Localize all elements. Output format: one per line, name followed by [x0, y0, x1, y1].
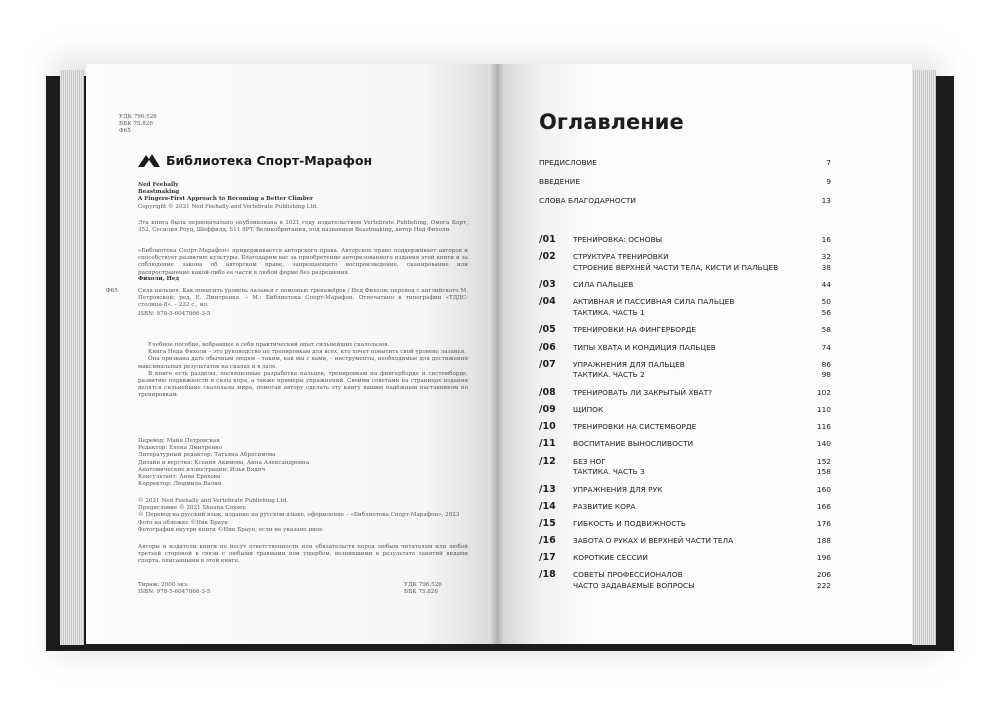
chapter-title: ТИПЫ ХВАТА И КОНДИЦИЯ ПАЛЬЦЕВ	[573, 342, 716, 352]
bbk-line: ББК 75.826	[404, 589, 438, 596]
rights-line: © 2021 Ned Feehally and Vertebrate Publishing Ltd.	[138, 498, 288, 504]
chapter-title: АКТИВНАЯ И ПАССИВНАЯ СИЛА ПАЛЬЦЕВ	[573, 297, 735, 307]
copyright-note: Эта книга была первоначально опубликована в 2021 году издательством Vertebrate Publishing, Омега Корт, 352, Сесилия Роуд, Шеффилд, S11 8PT, Великобритания, под названием Beastmaking, автор Нед Фихоли.	[138, 220, 468, 234]
toc-item-page: 9	[826, 177, 831, 186]
chapter-subtitle: СТРОЕНИЕ ВЕРХНЕЙ ЧАСТИ ТЕЛА, КИСТИ И ПАЛЬЦЕВ	[573, 262, 779, 272]
chapter-subtitle-page: 56	[821, 307, 831, 317]
toc-chapter	[539, 388, 831, 405]
chapter-page: 116	[816, 422, 831, 432]
description-paragraph: Она призвана дать обычным людям – таким, как мы с вами, – инструменты, необходимые для достижения максимальных результатов на скалах и в зале.	[138, 356, 468, 370]
credit-line: Консультант: Анна Ерохова	[138, 474, 221, 481]
chapter-subtitle-page: 158	[816, 467, 831, 476]
chapter-page: 44	[821, 280, 831, 290]
toc-chapter-list	[539, 235, 831, 598]
chapter-page: 188	[816, 536, 831, 546]
chapter-page: 102	[816, 387, 831, 397]
toc-chapter	[539, 405, 831, 422]
chapter-subtitle: ТАКТИКА. ЧАСТЬ 3	[573, 467, 645, 476]
toc-item-page: 13	[821, 196, 831, 205]
chapter-number: /17	[539, 552, 556, 564]
credits-block	[138, 438, 468, 488]
chapter-title: ТРЕНИРОВАТЬ ЛИ ЗАКРЫТЫЙ ХВАТ?	[573, 387, 713, 397]
chapter-page: 58	[821, 325, 831, 335]
bbk-line: ББК 75.826	[119, 121, 153, 128]
chapter-title: ВОСПИТАНИЕ ВЫНОСЛИВОСТИ	[573, 439, 694, 449]
rights-line: Фото на обложке ©Ник Браун	[138, 519, 228, 526]
description-paragraph: Книга Неда Фихоли – это руководство по тренировкам для всех, кто хочет повысить свой уровень лазанья.	[148, 349, 467, 356]
toc-chapter	[539, 485, 831, 502]
toc-item-page: 7	[826, 158, 831, 167]
chapter-number: /03	[539, 279, 556, 291]
chapter-page: 110	[816, 404, 831, 414]
original-edition	[138, 182, 468, 211]
chapter-title: ТРЕНИРОВКА: ОСНОВЫ	[573, 235, 663, 244]
print-run: Тираж: 2000 экз.	[138, 582, 189, 588]
left-page-imprint	[86, 64, 497, 644]
chapter-number: /14	[539, 500, 556, 512]
chapter-page: 196	[816, 553, 831, 563]
chapter-subtitle-page: 98	[821, 370, 831, 380]
description-paragraph: Учебное пособие, вобравшее в себя практический опыт сильнейших скалолазов.	[148, 342, 390, 348]
chapter-number: /09	[539, 403, 556, 415]
chapter-number: /11	[539, 438, 556, 450]
toc-chapter	[539, 502, 831, 519]
chapter-page: 50	[821, 297, 831, 307]
credit-line: Анатомические иллюстрации: Илья Вядич	[138, 466, 266, 473]
publisher-logo	[138, 152, 372, 168]
toc-chapter	[539, 280, 831, 297]
chapter-title: БЕЗ НОГ	[573, 456, 606, 466]
page-edges-right	[912, 70, 936, 645]
chapter-title: ЩИПОК	[573, 404, 604, 414]
udk-line: УДК 796.526	[404, 582, 442, 588]
credit-line: Редактор: Елена Дмитренко	[138, 445, 223, 452]
toc-chapter	[539, 570, 831, 598]
chapter-number: /18	[539, 569, 556, 581]
chapter-number: /02	[539, 251, 556, 263]
chapter-title: ТРЕНИРОВКИ НА СИСТЕМБОРДЕ	[573, 422, 697, 432]
library-note: «Библиотека Спорт-Марафон» придерживается авторского права. Авторское право поддерживает авторов и способствует развитию культуры. Благодарим вас за приобретение авторизованного издания этой книги и за соблюдение закона об авторском праве, запрещающего воспроизведение, сканирование или распространение какой-либо ее части в любой форме без разрешения.	[138, 248, 468, 276]
toc-chapter	[539, 297, 831, 325]
description-paragraph: В книге есть разделы, посвященные разработке пальцев, тренировкам на фингерборде и системборде, развитию подвижности и силы кора, а также примеры упражнений. Своими советами на страницах издания делятся сильнейшие скалолазы мира, помогая автору сделать эту книгу вашим надёжным наставником по тренировкам.	[138, 370, 468, 399]
author-mark: Ф65	[119, 128, 131, 135]
chapter-number: /06	[539, 341, 556, 353]
toc-chapter	[539, 325, 831, 342]
original-author: Ned Feehally	[138, 182, 179, 188]
chapter-page: 166	[816, 501, 831, 511]
rights-line: Предисловие © 2021 Shauna Coxsey.	[138, 505, 247, 512]
toc-chapter	[539, 519, 831, 536]
chapter-page: 160	[816, 484, 831, 494]
chapter-subtitle: ЧАСТО ЗАДАВАЕМЫЕ ВОПРОСЫ	[573, 580, 695, 590]
chapter-page: 86	[821, 359, 831, 369]
isbn: ISBN: 978-5-6047866-3-5	[138, 310, 211, 317]
isbn-bottom: ISBN: 978-5-6047866-3-5	[138, 589, 211, 596]
chapter-subtitle-page: 38	[821, 262, 831, 272]
annotation-block	[138, 288, 468, 319]
chapter-page: 152	[816, 456, 831, 466]
toc-chapter	[539, 439, 831, 456]
rights-line: Фотографии внутри книги ©Ник Браун, если не указано иное	[138, 526, 323, 533]
toc-chapter	[539, 553, 831, 570]
toc-chapter	[539, 343, 831, 360]
chapter-title: СТРУКТУРА ТРЕНИРОВКИ	[573, 252, 669, 262]
toc-front-matter	[539, 158, 831, 215]
chapter-number: /04	[539, 296, 556, 308]
toc-item-title: ВВЕДЕНИЕ	[539, 177, 581, 186]
chapter-subtitle: ТАКТИКА. ЧАСТЬ 1	[573, 307, 645, 317]
chapter-page: 206	[816, 570, 831, 580]
chapter-title: РАЗВИТИЕ КОРА	[573, 501, 636, 511]
chapter-number: /05	[539, 324, 556, 336]
chapter-page: 74	[821, 342, 831, 352]
toc-item-title: ПРЕДИСЛОВИЕ	[539, 158, 597, 167]
chapter-subtitle-page: 222	[816, 580, 831, 590]
chapter-page: 32	[821, 252, 831, 262]
toc-chapter	[539, 360, 831, 388]
publisher-name: Библиотека Спорт-Марафон	[166, 152, 373, 168]
credit-line: Дизайн и верстка: Ксения Акимова, Анна Александровна	[138, 459, 310, 466]
toc-item-title: СЛОВА БЛАГОДАРНОСТИ	[539, 196, 636, 205]
credit-line: Литературный редактор: Татьяна Абросимова	[138, 452, 276, 459]
disclaimer: Авторы и издатели книги не несут ответственности или обязательств перед любым читателем или любой третьей стороной в связи с любыми травмами или ущербом, возникшими в результате занятий видами спорта, описанными в этой книге.	[138, 544, 468, 565]
original-title: Beastmaking	[138, 189, 180, 196]
chapter-title: КОРОТКИЕ СЕССИИ	[573, 553, 648, 563]
chapter-number: /08	[539, 386, 556, 398]
rights-block	[138, 498, 459, 534]
original-subtitle: A Fingers-First Approach to Becoming a Better Climber	[138, 196, 314, 203]
mountain-logo-icon	[138, 152, 160, 168]
chapter-title: СОВЕТЫ ПРОФЕССИОНАЛОВ	[573, 570, 683, 580]
chapter-title: ГИБКОСТЬ И ПОДВИЖНОСТЬ	[573, 518, 686, 528]
credit-line: Корректор: Людмила Валин	[138, 481, 222, 488]
chapter-title: УПРАЖНЕНИЯ ДЛЯ ПАЛЬЦЕВ	[573, 359, 685, 369]
page-edges-left	[60, 70, 84, 645]
chapter-number: /10	[539, 421, 556, 433]
chapter-number: /01	[539, 234, 556, 245]
toc-chapter	[539, 235, 831, 252]
toc-front-item	[539, 196, 831, 215]
toc-front-item	[539, 177, 831, 196]
chapter-title: УПРАЖНЕНИЯ ДЛЯ РУК	[573, 484, 663, 494]
udk-block-bottom	[404, 582, 442, 596]
udk-block-top	[119, 114, 157, 136]
chapter-page: 176	[816, 518, 831, 528]
book-gutter	[490, 64, 504, 644]
toc-title: Оглавление	[539, 110, 684, 134]
credit-line: Перевод: Майя Петровская	[138, 438, 220, 444]
chapter-number: /07	[539, 358, 556, 370]
author-ru: Фихоли, Нед	[138, 276, 180, 282]
toc-front-item	[539, 158, 831, 177]
chapter-number: /15	[539, 517, 556, 529]
toc-chapter	[539, 536, 831, 553]
toc-chapter	[539, 252, 831, 280]
chapter-page: 16	[821, 235, 831, 244]
toc-chapter	[539, 457, 831, 485]
chapter-page: 140	[816, 439, 831, 449]
annotation: Сила пальцев. Как повысить уровень лазанья с помощью тренажёров / Нед Фихоли; перевод с английского М. Петровской; ред. Е. Дмитренко. – М.: Библиотека Спорт-Марафон. Отпечатано в типографии «ТДДС-столица-8». – 232 с., ил.	[138, 288, 468, 309]
print-info	[138, 582, 210, 596]
book-description	[138, 342, 468, 400]
chapter-title: СИЛА ПАЛЬЦЕВ	[573, 280, 634, 290]
chapter-number: /12	[539, 455, 556, 467]
chapter-title: ТРЕНИРОВКИ НА ФИНГЕРБОРДЕ	[573, 325, 697, 335]
chapter-number: /13	[539, 483, 556, 495]
right-page-toc	[497, 64, 912, 644]
chapter-title: ЗАБОТА О РУКАХ И ВЕРХНЕЙ ЧАСТИ ТЕЛА	[573, 536, 734, 546]
chapter-subtitle: ТАКТИКА. ЧАСТЬ 2	[573, 370, 645, 380]
udk-line: УДК 796.526	[119, 114, 157, 120]
chapter-number: /16	[539, 535, 556, 547]
toc-chapter	[539, 422, 831, 439]
rights-line: © Перевод на русский язык, издание на русском языке, оформление – «Библиотека Спорт-Марафон», 2023	[138, 512, 460, 519]
original-copyright: Copyright © 2021 Ned Feehally and Vertebrate Publishing Ltd.	[138, 203, 319, 210]
catalog-code: Ф65	[106, 288, 118, 294]
